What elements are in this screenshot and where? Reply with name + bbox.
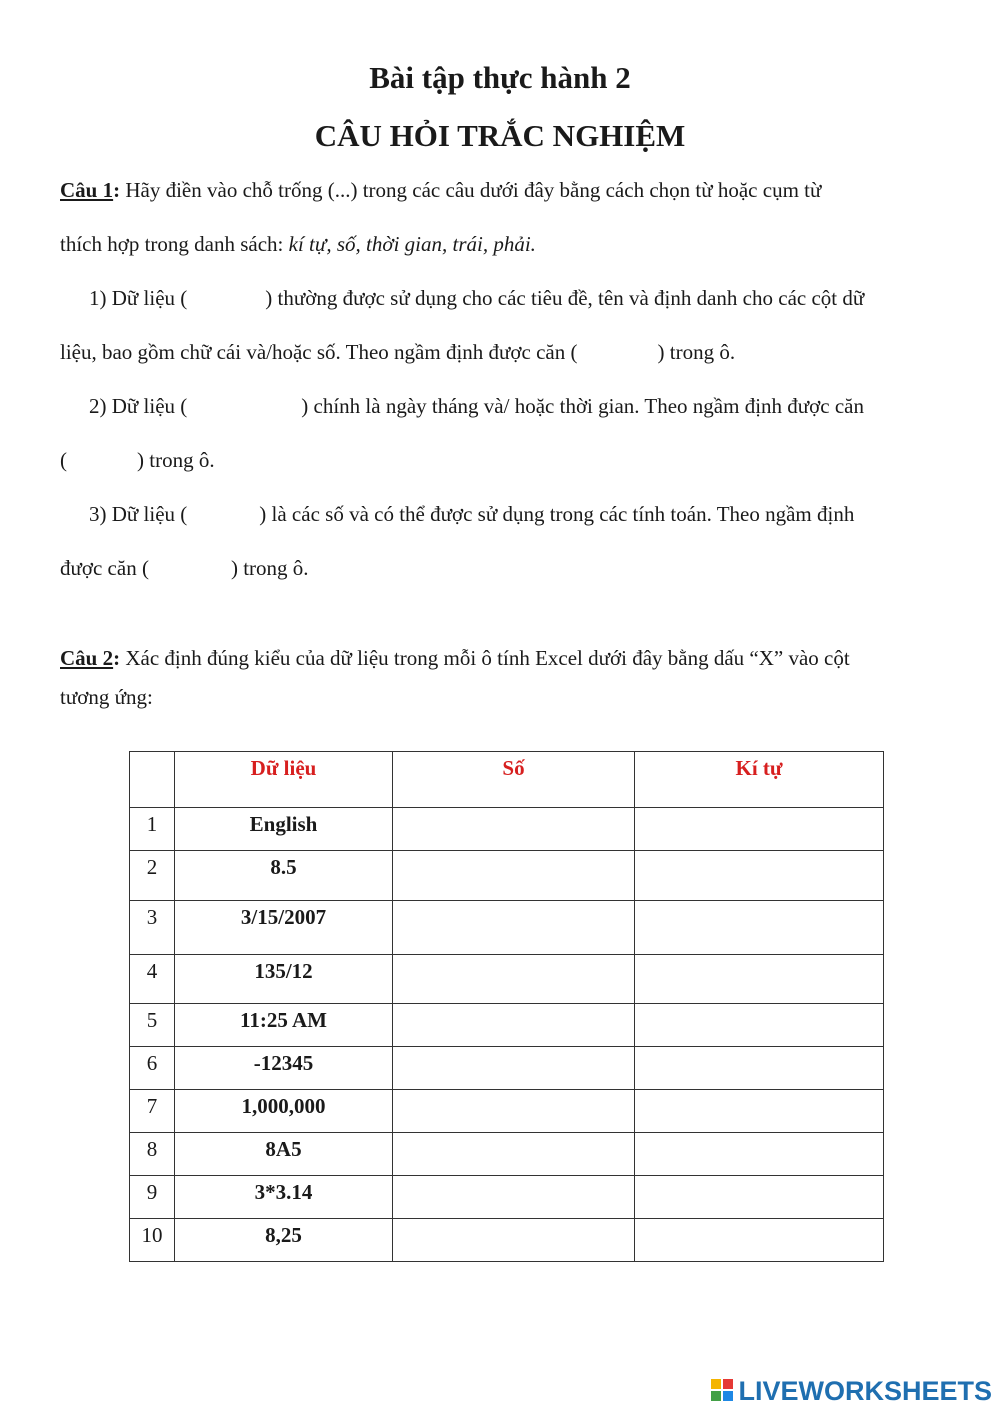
text-answer-cell[interactable] xyxy=(635,1133,884,1176)
table-row xyxy=(130,1047,884,1090)
text-answer-cell[interactable] xyxy=(635,1090,884,1133)
watermark-text: LIVEWORKSHEETS xyxy=(738,1376,992,1406)
row-value: 11:25 AM xyxy=(175,1004,393,1047)
q1-item1-line1: 1) Dữ liệu ( ) thường được sử dụng cho các tiêu đề, tên và định danh cho các cột dữ xyxy=(89,286,865,310)
row-value: 8,25 xyxy=(175,1219,393,1262)
header-index xyxy=(130,752,175,808)
q1-line1: Câu 1: Hãy điền vào chỗ trống (...) trong các câu dưới đây bằng cách chọn từ hoặc cụm từ xyxy=(60,178,822,202)
table-row xyxy=(130,851,884,901)
number-answer-cell[interactable] xyxy=(393,1047,635,1090)
table-row xyxy=(130,1004,884,1047)
table-row xyxy=(130,1090,884,1133)
text-answer-cell[interactable] xyxy=(635,901,884,955)
row-value: 3/15/2007 xyxy=(175,901,393,955)
header-data: Dữ liệu xyxy=(175,752,393,808)
number-answer-cell[interactable] xyxy=(393,808,635,851)
header-text: Kí tự xyxy=(635,752,884,808)
table-row xyxy=(130,955,884,1004)
liveworksheets-logo-icon xyxy=(711,1379,735,1403)
row-number: 3 xyxy=(130,901,175,955)
row-number: 5 xyxy=(130,1004,175,1047)
number-answer-cell[interactable] xyxy=(393,1176,635,1219)
text-answer-cell[interactable] xyxy=(635,851,884,901)
liveworksheets-watermark xyxy=(711,1376,992,1407)
table-row xyxy=(130,1219,884,1262)
text-answer-cell[interactable] xyxy=(635,1176,884,1219)
text-answer-cell[interactable] xyxy=(635,1047,884,1090)
text-answer-cell[interactable] xyxy=(635,1219,884,1262)
row-value: 1,000,000 xyxy=(175,1090,393,1133)
row-value: 135/12 xyxy=(175,955,393,1004)
page-subtitle: CÂU HỎI TRẮC NGHIỆM xyxy=(314,118,686,153)
number-answer-cell[interactable] xyxy=(393,1219,635,1262)
table-row xyxy=(130,1133,884,1176)
word-list: kí tự, số, thời gian, trái, phải. xyxy=(288,232,536,256)
row-number: 6 xyxy=(130,1047,175,1090)
table-header-row xyxy=(130,752,884,808)
q1-item3-line2: được căn ( ) trong ô. xyxy=(60,556,309,580)
text-answer-cell[interactable] xyxy=(635,1004,884,1047)
data-type-table xyxy=(129,751,884,1262)
text-answer-cell[interactable] xyxy=(635,808,884,851)
row-number: 10 xyxy=(130,1219,175,1262)
number-answer-cell[interactable] xyxy=(393,901,635,955)
table-row xyxy=(130,808,884,851)
row-value: 8A5 xyxy=(175,1133,393,1176)
q1-item2-line2: ( ) trong ô. xyxy=(60,448,215,472)
q1-label: Câu 1 xyxy=(60,178,114,202)
q1-item3-line1: 3) Dữ liệu ( ) là các số và có thể được sử dụng trong các tính toán. Theo ngầm định xyxy=(89,502,855,526)
row-value: 8.5 xyxy=(175,851,393,901)
table-row xyxy=(130,901,884,955)
row-number: 8 xyxy=(130,1133,175,1176)
row-value: -12345 xyxy=(175,1047,393,1090)
number-answer-cell[interactable] xyxy=(393,1004,635,1047)
row-number: 2 xyxy=(130,851,175,901)
number-answer-cell[interactable] xyxy=(393,851,635,901)
row-value: 3*3.14 xyxy=(175,1176,393,1219)
page-title: Bài tập thực hành 2 xyxy=(369,60,631,95)
row-number: 4 xyxy=(130,955,175,1004)
q2-line1: Câu 2: Xác định đúng kiểu của dữ liệu trong mỗi ô tính Excel dưới đây bằng dấu “X” vào cột xyxy=(60,646,850,670)
number-answer-cell[interactable] xyxy=(393,1133,635,1176)
q1-item1-line2: liệu, bao gồm chữ cái và/hoặc số. Theo ngầm định được căn ( ) trong ô. xyxy=(60,340,736,364)
row-value: English xyxy=(175,808,393,851)
q1-line2: thích hợp trong danh sách: kí tự, số, thời gian, trái, phải. xyxy=(60,232,536,256)
row-number: 7 xyxy=(130,1090,175,1133)
row-number: 1 xyxy=(130,808,175,851)
q1-item2-line1: 2) Dữ liệu ( ) chính là ngày tháng và/ hoặc thời gian. Theo ngầm định được căn xyxy=(89,394,864,418)
table-row xyxy=(130,1176,884,1219)
header-number: Số xyxy=(393,752,635,808)
row-number: 9 xyxy=(130,1176,175,1219)
q2-line2: tương ứng: xyxy=(60,685,153,709)
text-answer-cell[interactable] xyxy=(635,955,884,1004)
q2-label: Câu 2 xyxy=(60,646,114,670)
number-answer-cell[interactable] xyxy=(393,955,635,1004)
number-answer-cell[interactable] xyxy=(393,1090,635,1133)
